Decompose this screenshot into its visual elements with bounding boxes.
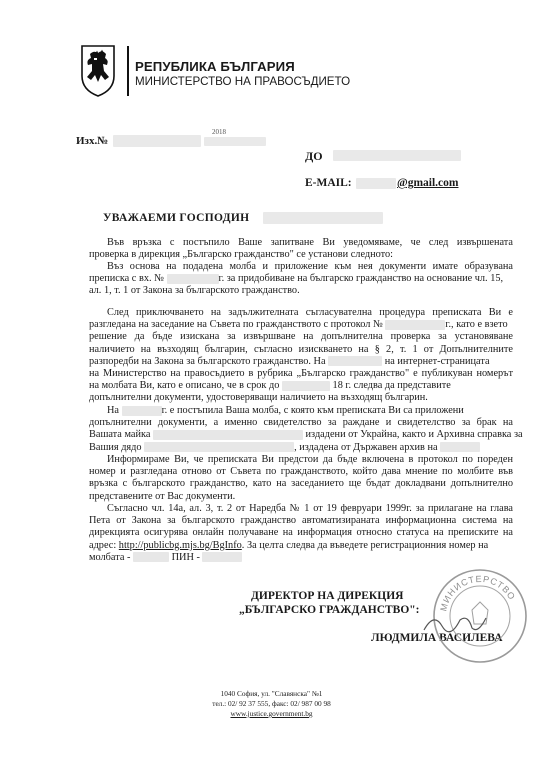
stamp-text: МИНИСТЕРСТВО <box>438 573 518 613</box>
redacted-protocol-number <box>385 320 445 330</box>
redacted-email-user <box>356 178 396 189</box>
handwritten-signature <box>420 608 490 638</box>
p6-line-1: Съгласно чл. 14а, ал. 3, т. 2 от Наредба № 1 от 19 февруари 1999г. за прилагане на глава <box>107 503 513 514</box>
p3-line-4: наличието на възходящ българин, съгласно изискването на § 2, т. 1 от Допълнителните <box>89 343 513 355</box>
p3-line-5: разпоредби на Закона за българското гражданство. На на интернет-страницата <box>89 355 490 367</box>
redacted-application-number <box>133 552 169 562</box>
header-divider <box>127 46 129 96</box>
p3-line-7: на молбата Ви, като е описано, че в срок до 18 г. следва да представите <box>89 380 451 392</box>
p2-line-1: Въз основа на подадена молба и приложение към нея документи имате образувана <box>107 261 513 272</box>
p1-line-2: проверка в дирекция „Българско гражданство" се установи следното: <box>89 249 394 261</box>
p3-line-8: допълнителни документи, удостоверяващи наличието на възходящ българин. <box>89 392 428 404</box>
email-label: E-MAIL: <box>305 177 352 189</box>
redacted-ref-number <box>113 135 201 147</box>
year-stamp: 2018 <box>212 128 226 136</box>
p4-line-2: допълнителни документи, а именно свидетелство за раждане и свидетелство за брак на <box>89 417 513 429</box>
redacted-deadline-date <box>282 381 330 391</box>
redacted-recipient-salutation-name <box>263 212 383 224</box>
salutation: УВАЖАЕМИ ГОСПОДИН <box>103 212 250 224</box>
redacted-publication-date <box>328 356 382 366</box>
paragraph-4 <box>89 405 523 454</box>
p4-line-1: На г. е постъпила Ваша молба, с която към преписката Ви са приложени <box>107 405 464 416</box>
p5-line-4: представените от Вас документи. <box>89 490 236 502</box>
p5-line-1: Информираме Ви, че преписката Ви предстои да бъде включена в протокол по пореден <box>107 454 513 465</box>
p5-line-3: връзка с българското гражданство, като на заседанието ще бъдат докладвани допълнително <box>89 478 513 490</box>
email-domain: @gmail.com <box>397 177 459 189</box>
signature-title-line-2: „БЪЛГАРСКО ГРАЖДАНСТВО": <box>239 604 420 616</box>
footer-website-link[interactable]: www.justice.government.bg <box>230 709 313 718</box>
p5-line-2: номер и разгледана отново от Съвета по гражданството, който дава мнение по молбите във <box>89 466 513 478</box>
p3-line-6: на Министерство на правосъдието в рубрика „Българско гражданство" е публикуван номерът <box>89 368 513 380</box>
redacted-grandfather-name <box>144 442 294 452</box>
redacted-pin <box>202 552 242 562</box>
signature-title-line-1: ДИРЕКТОР НА ДИРЕКЦИЯ <box>251 590 404 602</box>
p6-line-5: молбата - ПИН - <box>89 552 513 564</box>
p6-line-3: дирекцията осигурява онлайн получаване на информация относно статуса на преписките на <box>89 527 513 539</box>
redacted-ref-date <box>204 137 266 146</box>
redacted-mother-name <box>153 430 303 440</box>
p2-line-3: ал. 1, т. 1 от Закона за българското гражданство. <box>89 285 300 297</box>
p4-line-4: Вашия дядо , издадена от Държавен архив на <box>89 442 513 454</box>
p3-line-2: разгледана на заседание на Съвета по гражданството с протокол № г., като е взето <box>89 319 508 331</box>
ministry-name: МИНИСТЕРСТВО НА ПРАВОСЪДИЕТО <box>135 75 351 88</box>
p3-line-1: След приключването на задължителната съгласувателна процедура преписката Ви е <box>107 307 513 318</box>
redacted-file-number <box>167 274 219 284</box>
p6-line-2: Пета от Закона за българското гражданство автоматизираната информационна система на <box>89 515 513 527</box>
paragraph-3 <box>89 307 513 405</box>
p4-line-3: Вашата майка издадени от Украйна, както и Архивна справка за <box>89 429 523 441</box>
coat-of-arms-logo <box>76 44 120 98</box>
ministry-country-title: РЕПУБЛИКА БЪЛГАРИЯ <box>135 59 295 74</box>
footer-address: 1040 София, ул. "Славянска" №1 <box>220 689 323 698</box>
paragraph-1 <box>89 237 513 261</box>
to-label: ДО <box>305 149 323 163</box>
paragraph-6 <box>89 503 513 564</box>
paragraph-2 <box>89 261 513 298</box>
p2-line-2: преписка с вх. № г. за придобиване на българско гражданство на основание чл. 15, <box>89 273 504 285</box>
p3-line-3: решение да бъде изискана за извършване на допълнителна проверка за установяване <box>89 331 513 343</box>
signature-name: ЛЮДМИЛА ВАСИЛЕВА <box>371 632 503 644</box>
redacted-recipient-name <box>333 150 461 161</box>
p6-line-4: адрес: http://publicbg.mjs.bg/BgInfo. За целта следва да въведете регистрационния номер на <box>89 539 489 551</box>
redacted-archive-city <box>440 442 480 452</box>
footer-phones: тел.: 02/ 92 37 555, факс: 02/ 987 00 98 <box>212 699 331 708</box>
outgoing-ref-label: Изх.№ <box>76 135 109 147</box>
p1-line-1: Във връзка с постъпило Ваше запитване Ви уведомяваме, че след извършената <box>107 237 513 248</box>
redacted-submission-date <box>122 406 162 416</box>
paragraph-5 <box>89 454 513 503</box>
bginfo-link[interactable]: http://publicbg.mjs.bg/BgInfo <box>118 539 242 551</box>
